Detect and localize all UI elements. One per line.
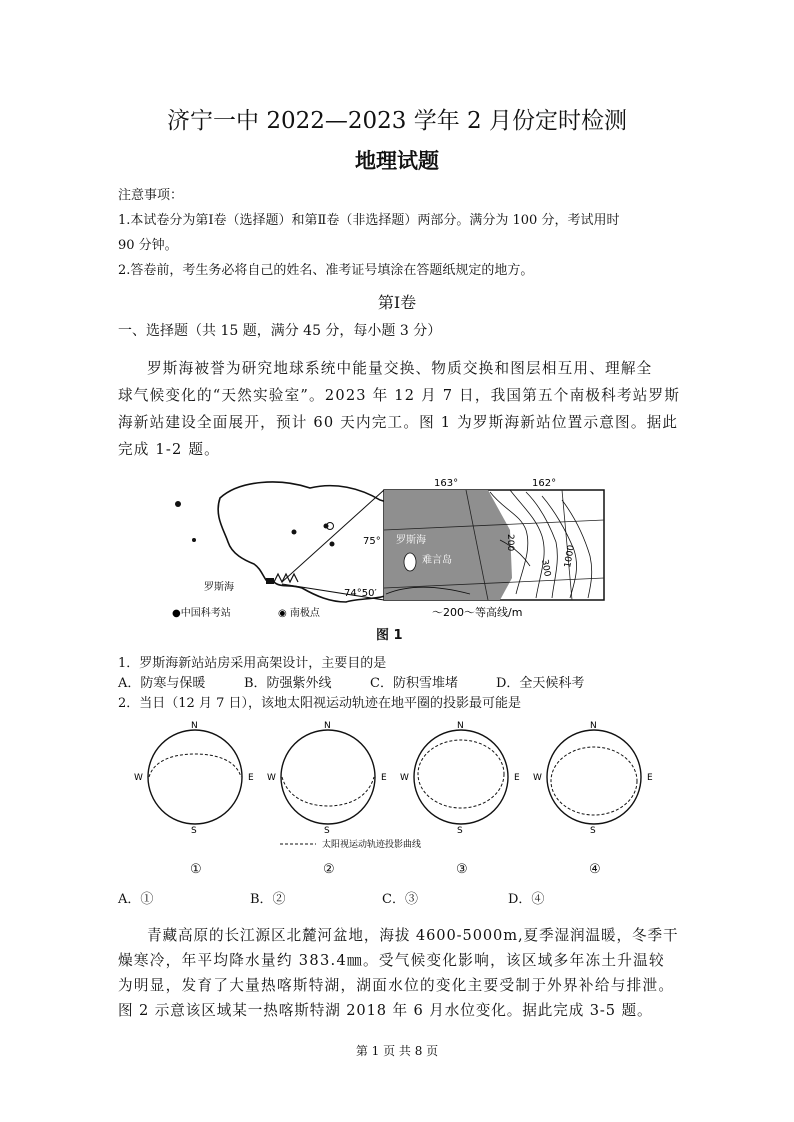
station-dot	[330, 542, 335, 547]
q2-option-c[interactable]: C．③	[382, 892, 418, 907]
compass-n: N	[191, 721, 198, 731]
island-label: 难言岛	[422, 555, 452, 566]
compass-n: N	[457, 721, 464, 731]
q2-option-d[interactable]: D．④	[508, 892, 545, 907]
compass-e: E	[248, 773, 254, 783]
diagram-2	[267, 721, 387, 836]
station-dot	[292, 530, 297, 535]
compass-w: W	[267, 773, 276, 783]
volume-title: 第Ⅰ卷	[377, 293, 417, 312]
station-dot	[175, 501, 181, 507]
ross-sea-label: 罗斯海	[204, 582, 234, 593]
subject-title: 地理试题	[355, 149, 439, 173]
notice-heading: 注意事项：	[118, 188, 184, 203]
passage1-line: 罗斯海被誉为研究地球系统中能量交换、物质交换和图层相互用、理解全	[147, 360, 653, 377]
compass-w: W	[533, 773, 542, 783]
diagram-label-2: ②	[323, 862, 335, 877]
figure-1-map	[170, 470, 610, 620]
page-footer: 第 1 页 共 8 页	[355, 1044, 439, 1058]
passage1-line: 球气候变化的“天然实验室”。2023 年 12 月 7 日，我国第五个南极科考站罗斯	[118, 387, 681, 404]
q1-option-b[interactable]: B．防强紫外线	[244, 676, 332, 691]
compass-e: E	[647, 773, 653, 783]
exam-title: 济宁一中 2022—2023 学年 2 月份定时检测	[167, 108, 627, 134]
q1-option-c[interactable]: C．防积雪堆堵	[370, 676, 458, 691]
notice-item-2: 2.答卷前，考生务必将自己的姓名、准考证号填涂在答题纸规定的地方。	[118, 263, 534, 278]
diagram-label-3: ③	[456, 862, 468, 877]
sea-label: 罗斯海	[396, 535, 426, 546]
compass-n: N	[590, 721, 597, 731]
legend-contour: 〜200〜等高线/m	[432, 606, 523, 619]
passage1-line: 海新站建设全面展开，预计 60 天内完工。图 1 为罗斯海新站位置示意图。据此	[118, 414, 679, 431]
q1-option-d[interactable]: D．全天候科考	[496, 676, 585, 691]
section-heading: 一、选择题（共 15 题，满分 45 分，每小题 3 分）	[118, 323, 442, 339]
legend-pole: ◉ 南极点	[278, 608, 320, 619]
passage2-line: 青藏高原的长江源区北麓河盆地，海拔 4600-5000m,夏季湿润温暖，冬季干	[147, 927, 679, 944]
station-dot	[192, 538, 196, 542]
q2-option-b[interactable]: B．②	[250, 892, 286, 907]
question-2-stem: 2．当日（12 月 7 日），该地太阳视运动轨迹在地平圈的投影最可能是	[118, 696, 521, 711]
question-1-stem: 1．罗斯海新站站房采用高架设计，主要目的是	[118, 656, 387, 671]
q2-option-a[interactable]: A．①	[118, 892, 154, 907]
compass-n: N	[324, 721, 331, 731]
passage2-line: 图 2 示意该区域某一热喀斯特湖 2018 年 6 月水位变化。据此完成 3-5 题。	[118, 1002, 653, 1019]
compass-w: W	[400, 773, 409, 783]
diagram-label-1: ①	[190, 862, 202, 877]
compass-s: S	[457, 826, 463, 836]
island-shape	[404, 553, 416, 571]
compass-e: E	[514, 773, 520, 783]
diagram-4	[533, 721, 653, 836]
figure-1-caption: 图 1	[376, 628, 403, 643]
legend-station: ●中国科考站	[172, 608, 231, 619]
diagram-1	[134, 721, 254, 836]
lat-75-label: 75°	[363, 536, 381, 547]
contour-label-1000: 1000	[563, 544, 577, 569]
notice-item-1-cont: 90 分钟。	[118, 238, 178, 253]
passage2-line: 燥寒冷，年平均降水量约 383.4㎜。受气候变化影响，该区域多年冻土升温较	[118, 952, 665, 969]
contour-label-300: 300	[539, 558, 552, 578]
passage1-line: 完成 1-2 题。	[118, 441, 220, 458]
passage2-line: 为明显，发育了大量热喀斯特湖，湖面水位的变化主要受制于外界补给与排泄。	[118, 977, 675, 994]
compass-w: W	[134, 773, 143, 783]
lat-7450-label: 74°50′	[344, 588, 377, 599]
diagram-label-4: ④	[589, 862, 601, 877]
q2-legend: 太阳视运动轨迹投影曲线	[322, 840, 422, 850]
compass-s: S	[324, 826, 330, 836]
compass-e: E	[381, 773, 387, 783]
notice-item-1: 1.本试卷分为第Ⅰ卷（选择题）和第Ⅱ卷（非选择题）两部分。满分为 100 分，考试用时	[118, 213, 620, 228]
q2-diagrams	[120, 720, 660, 850]
diagram-3	[400, 721, 520, 836]
compass-s: S	[191, 826, 197, 836]
lon-162-label: 162°	[532, 478, 557, 489]
q1-option-a[interactable]: A．防寒与保暖	[118, 676, 206, 691]
compass-s: S	[590, 826, 596, 836]
contour-label-200: 200	[505, 534, 515, 552]
lon-163-label: 163°	[434, 478, 459, 489]
